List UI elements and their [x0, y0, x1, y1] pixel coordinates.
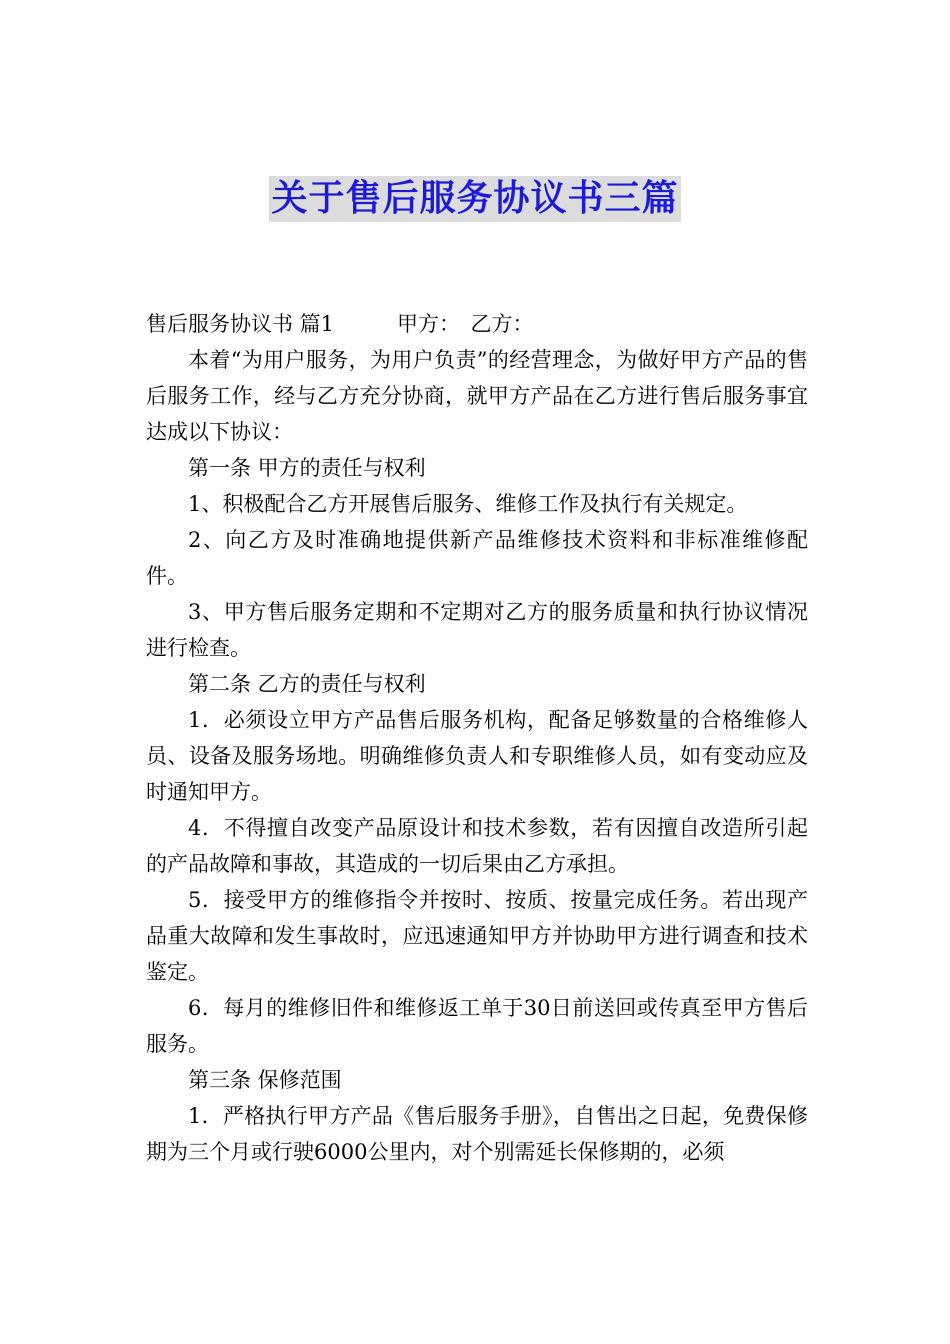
section-heading: 第三条 保修范围	[188, 1068, 342, 1092]
section-heading: 第二条 乙方的责任与权利	[188, 672, 426, 696]
agreement-header-line: 售后服务协议书 篇1 甲方： 乙方：	[146, 312, 534, 336]
paragraph: 4．不得擅自改变产品原设计和技术参数，若有因擅自改造所引起的产品故障和事故，其造成的一切后果由乙方承担。	[146, 816, 808, 876]
paragraph: 5．接受甲方的维修指令并按时、按质、按量完成任务。若出现产品重大故障和发生事故时，应迅速通知甲方并协助甲方进行调查和技术鉴定。	[146, 888, 808, 984]
section-heading: 第一条 甲方的责任与权利	[188, 456, 426, 480]
paragraph: 1、积极配合乙方开展售后服务、维修工作及执行有关规定。	[188, 492, 748, 516]
paragraph: 3、甲方售后服务定期和不定期对乙方的服务质量和执行协议情况进行检查。	[146, 600, 808, 660]
paragraph: 1．严格执行甲方产品《售后服务手册》，自售出之日起，免费保修期为三个月或行驶6000公里内，对个别需延长保修期的，必须	[146, 1104, 808, 1164]
paragraph: 1．必须设立甲方产品售后服务机构，配备足够数量的合格维修人员、设备及服务场地。明确维修负责人和专职维修人员，如有变动应及时通知甲方。	[146, 708, 808, 804]
paragraph: 2、向乙方及时准确地提供新产品维修技术资料和非标准维修配件。	[146, 528, 808, 588]
document-title: 关于售后服务协议书三篇	[269, 176, 680, 222]
paragraph: 本着“为用户服务，为用户负责”的经营理念，为做好甲方产品的售后服务工作，经与乙方充分协商，就甲方产品在乙方进行售后服务事宜达成以下协议：	[146, 348, 808, 444]
document-body	[146, 306, 808, 1170]
paragraph: 6．每月的维修旧件和维修返工单于30日前送回或传真至甲方售后服务。	[146, 996, 808, 1056]
title-container	[0, 176, 950, 222]
